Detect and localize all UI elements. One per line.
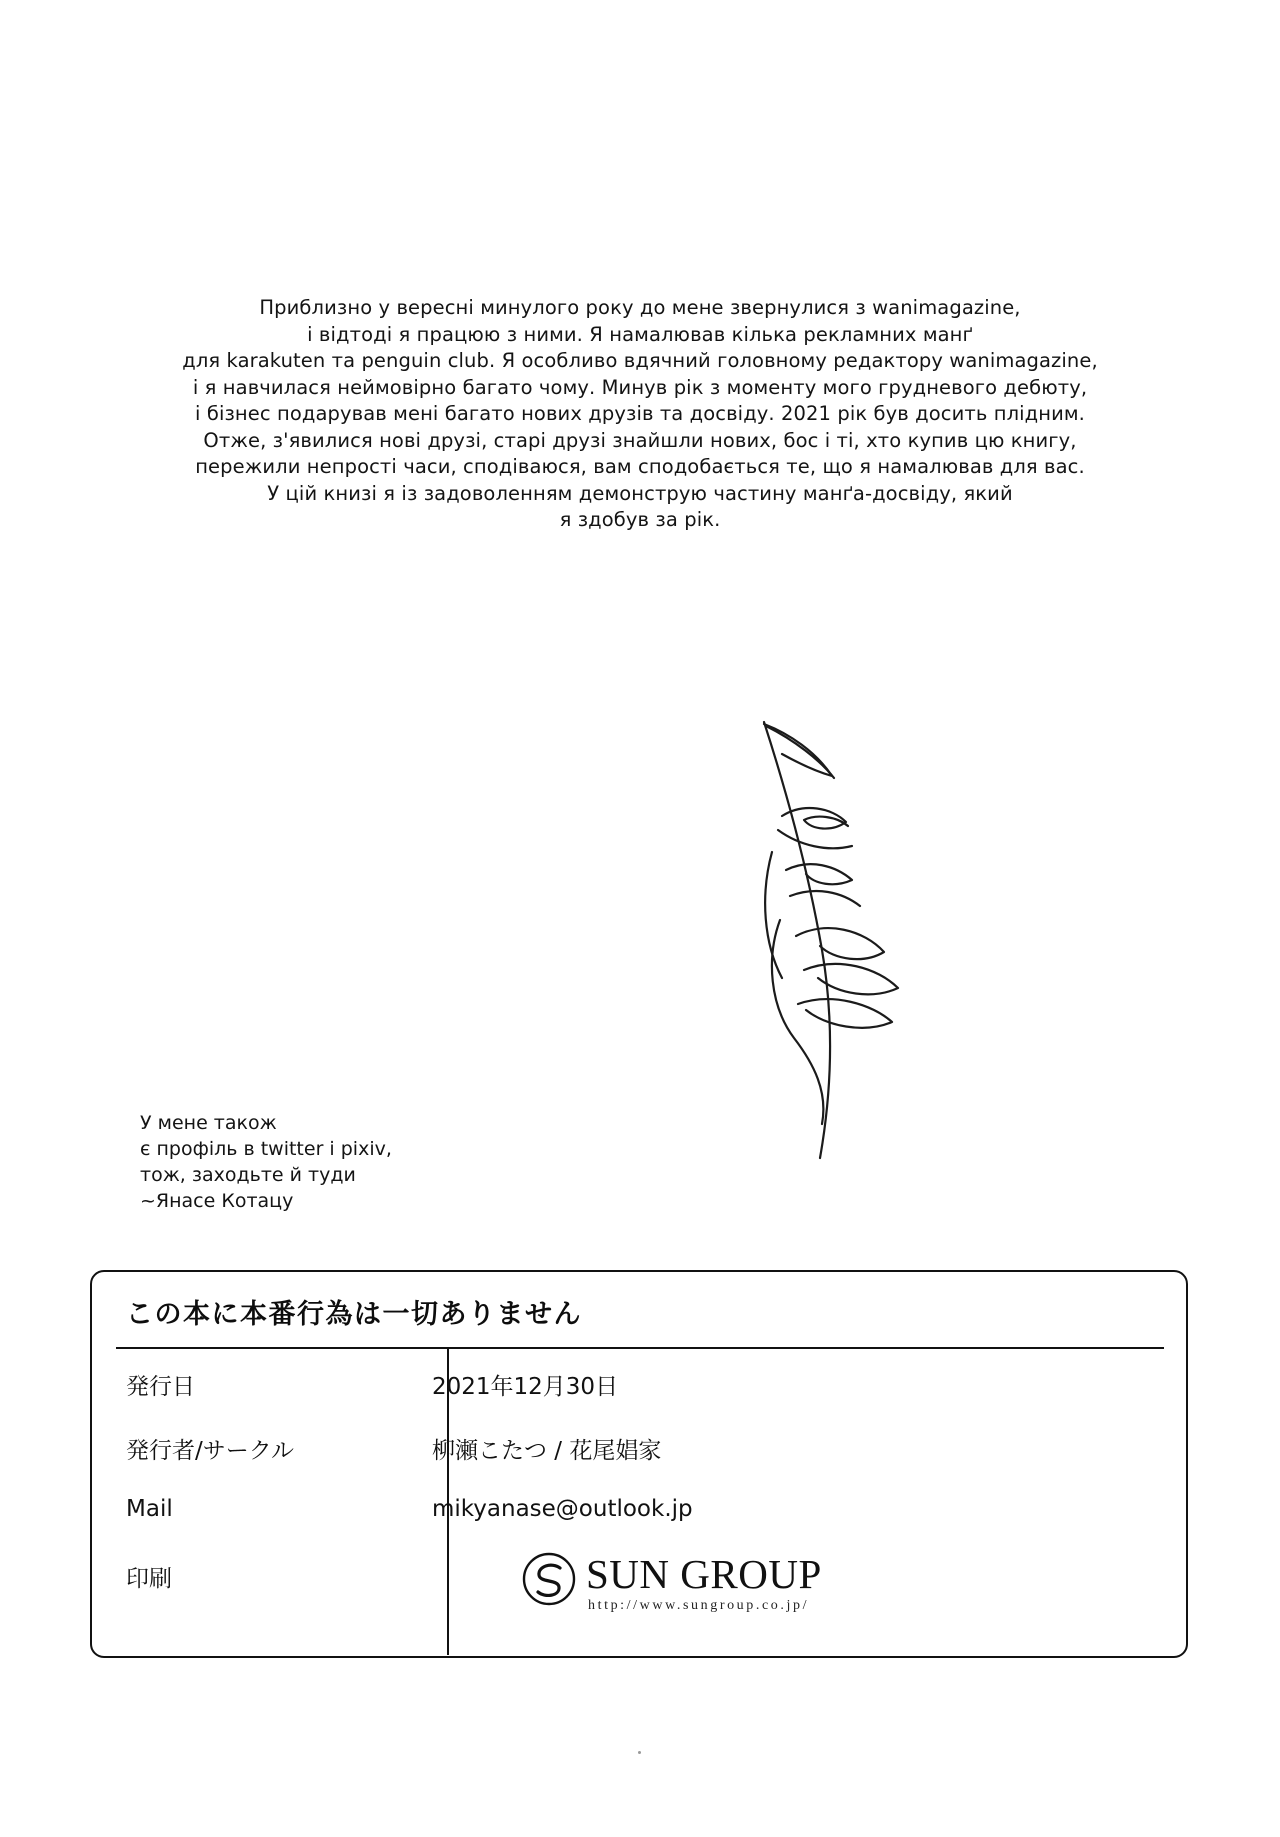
- colophon-title: この本に本番行為は一切ありません: [126, 1299, 582, 1330]
- colophon-row-mail: [92, 1496, 1186, 1544]
- afterword-line: У цій книзі я із задоволенням демонструю частину манґа-досвіду, який: [267, 481, 1013, 505]
- signature-line: У мене також: [140, 1112, 277, 1134]
- row-value: 2021年12月30日: [432, 1374, 619, 1400]
- sungroup-wordmark: SUN GROUP: [586, 1551, 822, 1597]
- afterword-text-block: [0, 295, 1280, 534]
- row-label: 印刷: [126, 1566, 172, 1592]
- sungroup-logo: [522, 1550, 942, 1628]
- sungroup-s-mark-icon: [522, 1552, 576, 1606]
- colophon-row-author-circle: [92, 1432, 1186, 1480]
- afterword-line: і я навчилася неймовірно багато чому. Минув рік з моменту мого грудневого дебюту,: [192, 375, 1088, 399]
- afterword-line: я здобув за рік.: [559, 508, 721, 531]
- afterword-line: і відтоді я працюю з ними. Я намалював кілька рекламних манґ: [307, 322, 973, 346]
- signature-line: тож, заходьте й туди: [140, 1164, 356, 1186]
- page-center-dot: [638, 1751, 641, 1754]
- row-label: 発行者/サークル: [126, 1438, 295, 1464]
- signature-line: ~Янасе Котацу: [140, 1190, 294, 1212]
- sungroup-url[interactable]: http://www.sungroup.co.jp/: [588, 1598, 810, 1613]
- afterword-line: і бізнес подарував мені багато нових друзів та досвіду. 2021 рік був досить плідним.: [195, 402, 1085, 425]
- colophon-horizontal-rule: [116, 1347, 1164, 1349]
- signature-note: [140, 1110, 580, 1214]
- signature-line: є профіль в twitter і pixiv,: [140, 1138, 392, 1160]
- afterword-line: пережили непрості часи, сподіваюся, вам сподобається те, що я намалював для вас.: [195, 455, 1085, 478]
- handwritten-signature-scribble: [760, 720, 1020, 1180]
- row-value: 柳瀬こたつ / 花尾娼家: [432, 1438, 662, 1464]
- row-label: Mail: [126, 1496, 173, 1522]
- colophon-row-publication-date: [92, 1368, 1186, 1416]
- row-label: 発行日: [126, 1374, 195, 1400]
- afterword-line: для karakuten та penguin club. Я особливо вдячний головному редактору wanimagazine,: [182, 349, 1098, 372]
- afterword-line: Отже, з'явилися нові друзі, старі друзі знайшли нових, бос і ті, хто купив цю книгу,: [203, 428, 1077, 452]
- afterword-line: Приблизно у вересні минулого року до мене звернулися з wanimagazine,: [259, 296, 1021, 319]
- row-value[interactable]: mikyanase@outlook.jp: [432, 1496, 693, 1522]
- colophon-box: [90, 1270, 1188, 1658]
